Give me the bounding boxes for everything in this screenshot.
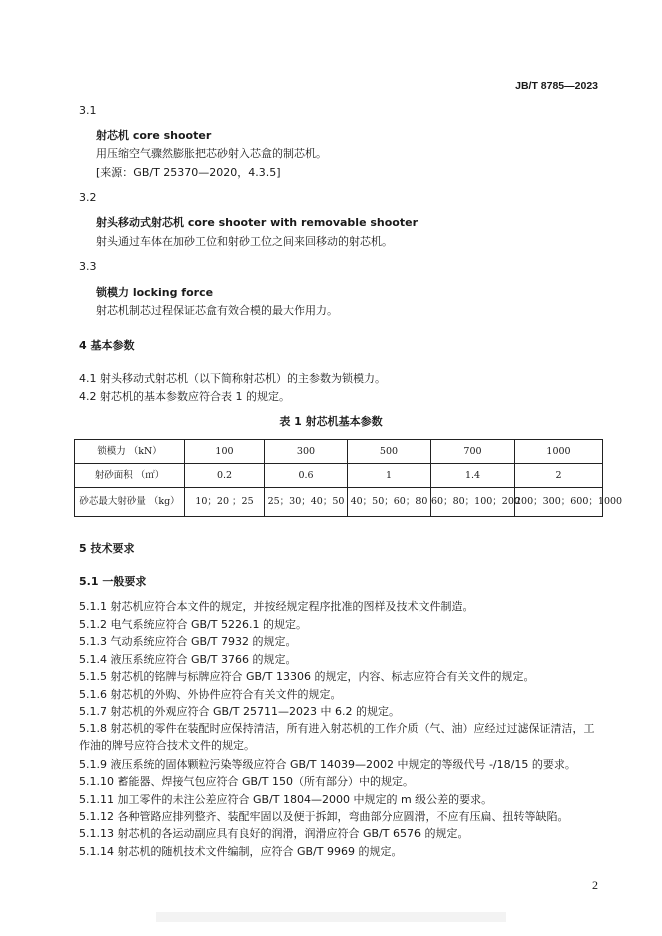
- term-title: 锁模力 locking force: [96, 286, 214, 299]
- table-header-cell: 1000: [515, 440, 603, 464]
- clause: 4.2 射芯机的基本参数应符合表 1 的规定。: [79, 390, 290, 403]
- table-caption: 表 1 射芯机基本参数: [279, 415, 383, 428]
- table-header-cell: 700: [431, 440, 515, 464]
- term-definition: 用压缩空气骤然膨胀把芯砂射入芯盒的制芯机。: [96, 147, 327, 160]
- clause: 4.1 射头移动式射芯机（以下简称射芯机）的主参数为锁模力。: [79, 372, 386, 385]
- table-header-cell: 300: [265, 440, 348, 464]
- clause: 5.1.2 电气系统应符合 GB/T 5226.1 的规定。: [79, 618, 307, 631]
- clause: 5.1.11 加工零件的未注公差应符合 GB/T 1804—2000 中规定的 m 级公差的要求。: [79, 793, 493, 806]
- clause: 5.1.9 液压系统的固体颗粒污染等级应符合 GB/T 14039—2002 中规定的等级代号 -/18/15 的要求。: [79, 758, 576, 771]
- clause: 5.1.6 射芯机的外购、外协件应符合有关文件的规定。: [79, 688, 342, 701]
- table-row: [75, 464, 603, 488]
- clause: 5.1.10 蓄能器、焊接气包应符合 GB/T 150（所有部分）中的规定。: [79, 775, 414, 788]
- term-definition: 射头通过车体在加砂工位和射砂工位之间来回移动的射芯机。: [96, 235, 393, 248]
- table-cell: 0.6: [265, 464, 348, 488]
- clause: 5.1.8 射芯机的零件在装配时应保持清洁，所有进入射芯机的工作介质（气、油）应经过过滤保证清洁，工作油的牌号应符合技术文件的规定。: [79, 722, 595, 752]
- table-cell: 0.2: [185, 464, 265, 488]
- clause: 5.1.5 射芯机的铭牌与标牌应符合 GB/T 13306 的规定，内容、标志应符合有关文件的规定。: [79, 670, 535, 683]
- table-cell: 40；50；60；80: [348, 488, 431, 517]
- table-header-cell: 500: [348, 440, 431, 464]
- table-cell: 200；300；600；1000: [515, 488, 603, 517]
- table-cell: 1: [348, 464, 431, 488]
- table-cell: 25；30；40；50: [265, 488, 348, 517]
- clause: 5.1.12 各种管路应排列整齐、装配牢固以及便于拆卸，弯曲部分应圆滑，不应有压扁、扭转等缺陷。: [79, 810, 569, 823]
- term-title: 射头移动式射芯机 core shooter with removable shooter: [96, 216, 419, 229]
- clause: 5.1.13 射芯机的各运动副应具有良好的润滑，润滑应符合 GB/T 6576 的规定。: [79, 827, 469, 840]
- term-source: [来源：GB/T 25370—2020，4.3.5]: [96, 166, 281, 179]
- table-cell: 10；20 ；25: [185, 488, 265, 517]
- table-header-cell: 100: [185, 440, 265, 464]
- document-header: JB/T 8785—2023: [515, 80, 598, 92]
- section-heading: 5 技术要求: [79, 542, 135, 555]
- page-number: 2: [592, 878, 598, 892]
- clause: 5.1.14 射芯机的随机技术文件编制，应符合 GB/T 9969 的规定。: [79, 845, 403, 858]
- term-title: 射芯机 core shooter: [96, 129, 212, 142]
- table-row: [75, 440, 603, 464]
- term-definition: 射芯机制芯过程保证芯盒有效合模的最大作用力。: [96, 304, 338, 317]
- term-number: 3.3: [79, 260, 97, 273]
- clause: 5.1.1 射芯机应符合本文件的规定，并按经规定程序批准的图样及技术文件制造。: [79, 600, 474, 613]
- section-heading: 4 基本参数: [79, 339, 135, 352]
- table-header-cell: 锁模力 （kN）: [75, 440, 185, 464]
- term-number: 3.1: [79, 104, 97, 117]
- clause: 5.1.3 气动系统应符合 GB/T 7932 的规定。: [79, 635, 297, 648]
- table-cell: 砂芯最大射砂量 （kg）: [75, 488, 185, 517]
- table-cell: 2: [515, 464, 603, 488]
- table-row: [75, 488, 603, 517]
- table-cell: 1.4: [431, 464, 515, 488]
- table-cell: 射砂面积 （㎡）: [75, 464, 185, 488]
- clause: 5.1.4 液压系统应符合 GB/T 3766 的规定。: [79, 653, 297, 666]
- table-cell: 60；80；100；200: [431, 488, 515, 517]
- clause: 5.1.7 射芯机的外观应符合 GB/T 25711—2023 中 6.2 的规定。: [79, 705, 400, 718]
- subsection-heading: 5.1 一般要求: [79, 575, 147, 588]
- parameters-table: [74, 439, 623, 517]
- footer-watermark: [156, 912, 506, 922]
- term-number: 3.2: [79, 191, 97, 204]
